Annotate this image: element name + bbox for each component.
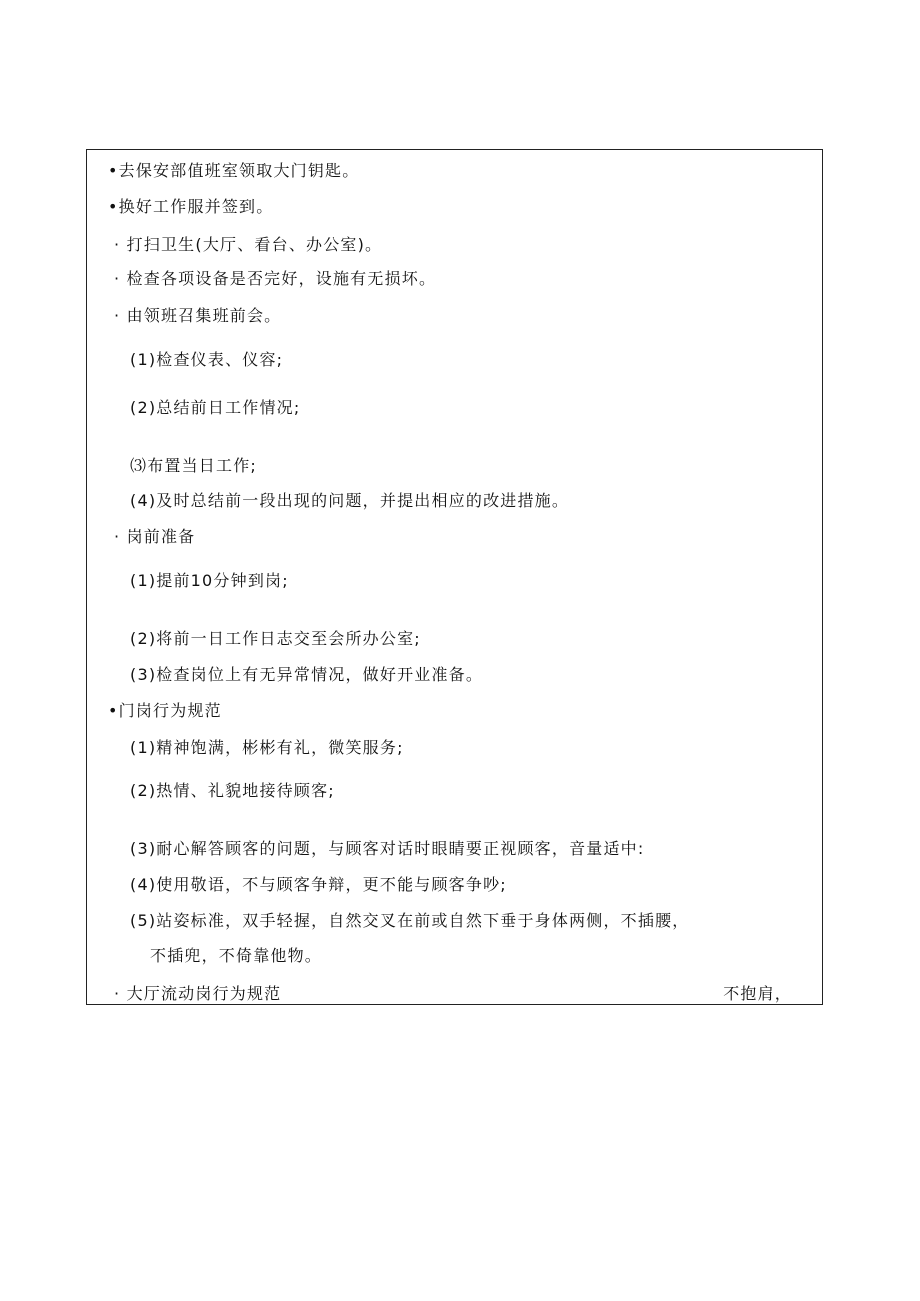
door-rule-3: (3)耐心解答顾客的问题，与顾客对话时眼睛要正视顾客，音量适中: bbox=[130, 839, 645, 858]
door-rule-5: (5)站姿标准，双手轻握，自然交叉在前或自然下垂于身体两侧，不插腰， bbox=[130, 911, 690, 930]
prep-step-1: (1)提前10分钟到岗; bbox=[130, 571, 289, 590]
item-change-uniform: •换好工作服并签到。 bbox=[108, 197, 274, 216]
door-rule-2: (2)热情、礼貌地接待顾客; bbox=[130, 781, 335, 800]
meeting-step-4: (4)及时总结前一段出现的问题，并提出相应的改进措施。 bbox=[130, 491, 570, 510]
door-rule-4: (4)使用敬语，不与顾客争辩，更不能与顾客争吵; bbox=[130, 875, 507, 894]
prep-step-2: (2)将前一日工作日志交至会所办公室; bbox=[130, 629, 421, 648]
lobby-rule-fragment: 不抱肩， bbox=[723, 984, 792, 1003]
door-rule-5-continued: 不插兜，不倚靠他物。 bbox=[150, 946, 323, 965]
item-lobby-post-rules: · 大厅流动岗行为规范 bbox=[114, 984, 282, 1003]
item-cleaning: · 打扫卫生(大厅、看台、办公室)。 bbox=[114, 235, 383, 254]
prep-step-3: (3)检查岗位上有无异常情况，做好开业准备。 bbox=[130, 665, 484, 684]
item-post-preparation: · 岗前准备 bbox=[114, 527, 196, 546]
item-check-equipment: · 检查各项设备是否完好，设施有无损坏。 bbox=[114, 269, 437, 288]
item-get-keys: •去保安部值班室领取大门钥匙。 bbox=[108, 161, 360, 180]
meeting-step-1: (1)检查仪表、仪容; bbox=[130, 350, 284, 369]
door-rule-1: (1)精神饱满，彬彬有礼，微笑服务; bbox=[130, 738, 404, 757]
meeting-step-2: (2)总结前日工作情况; bbox=[130, 398, 301, 417]
item-pre-shift-meeting: · 由领班召集班前会。 bbox=[114, 306, 282, 325]
meeting-step-3: ⑶布置当日工作; bbox=[130, 456, 257, 475]
item-door-post-rules: •门岗行为规范 bbox=[108, 701, 222, 720]
